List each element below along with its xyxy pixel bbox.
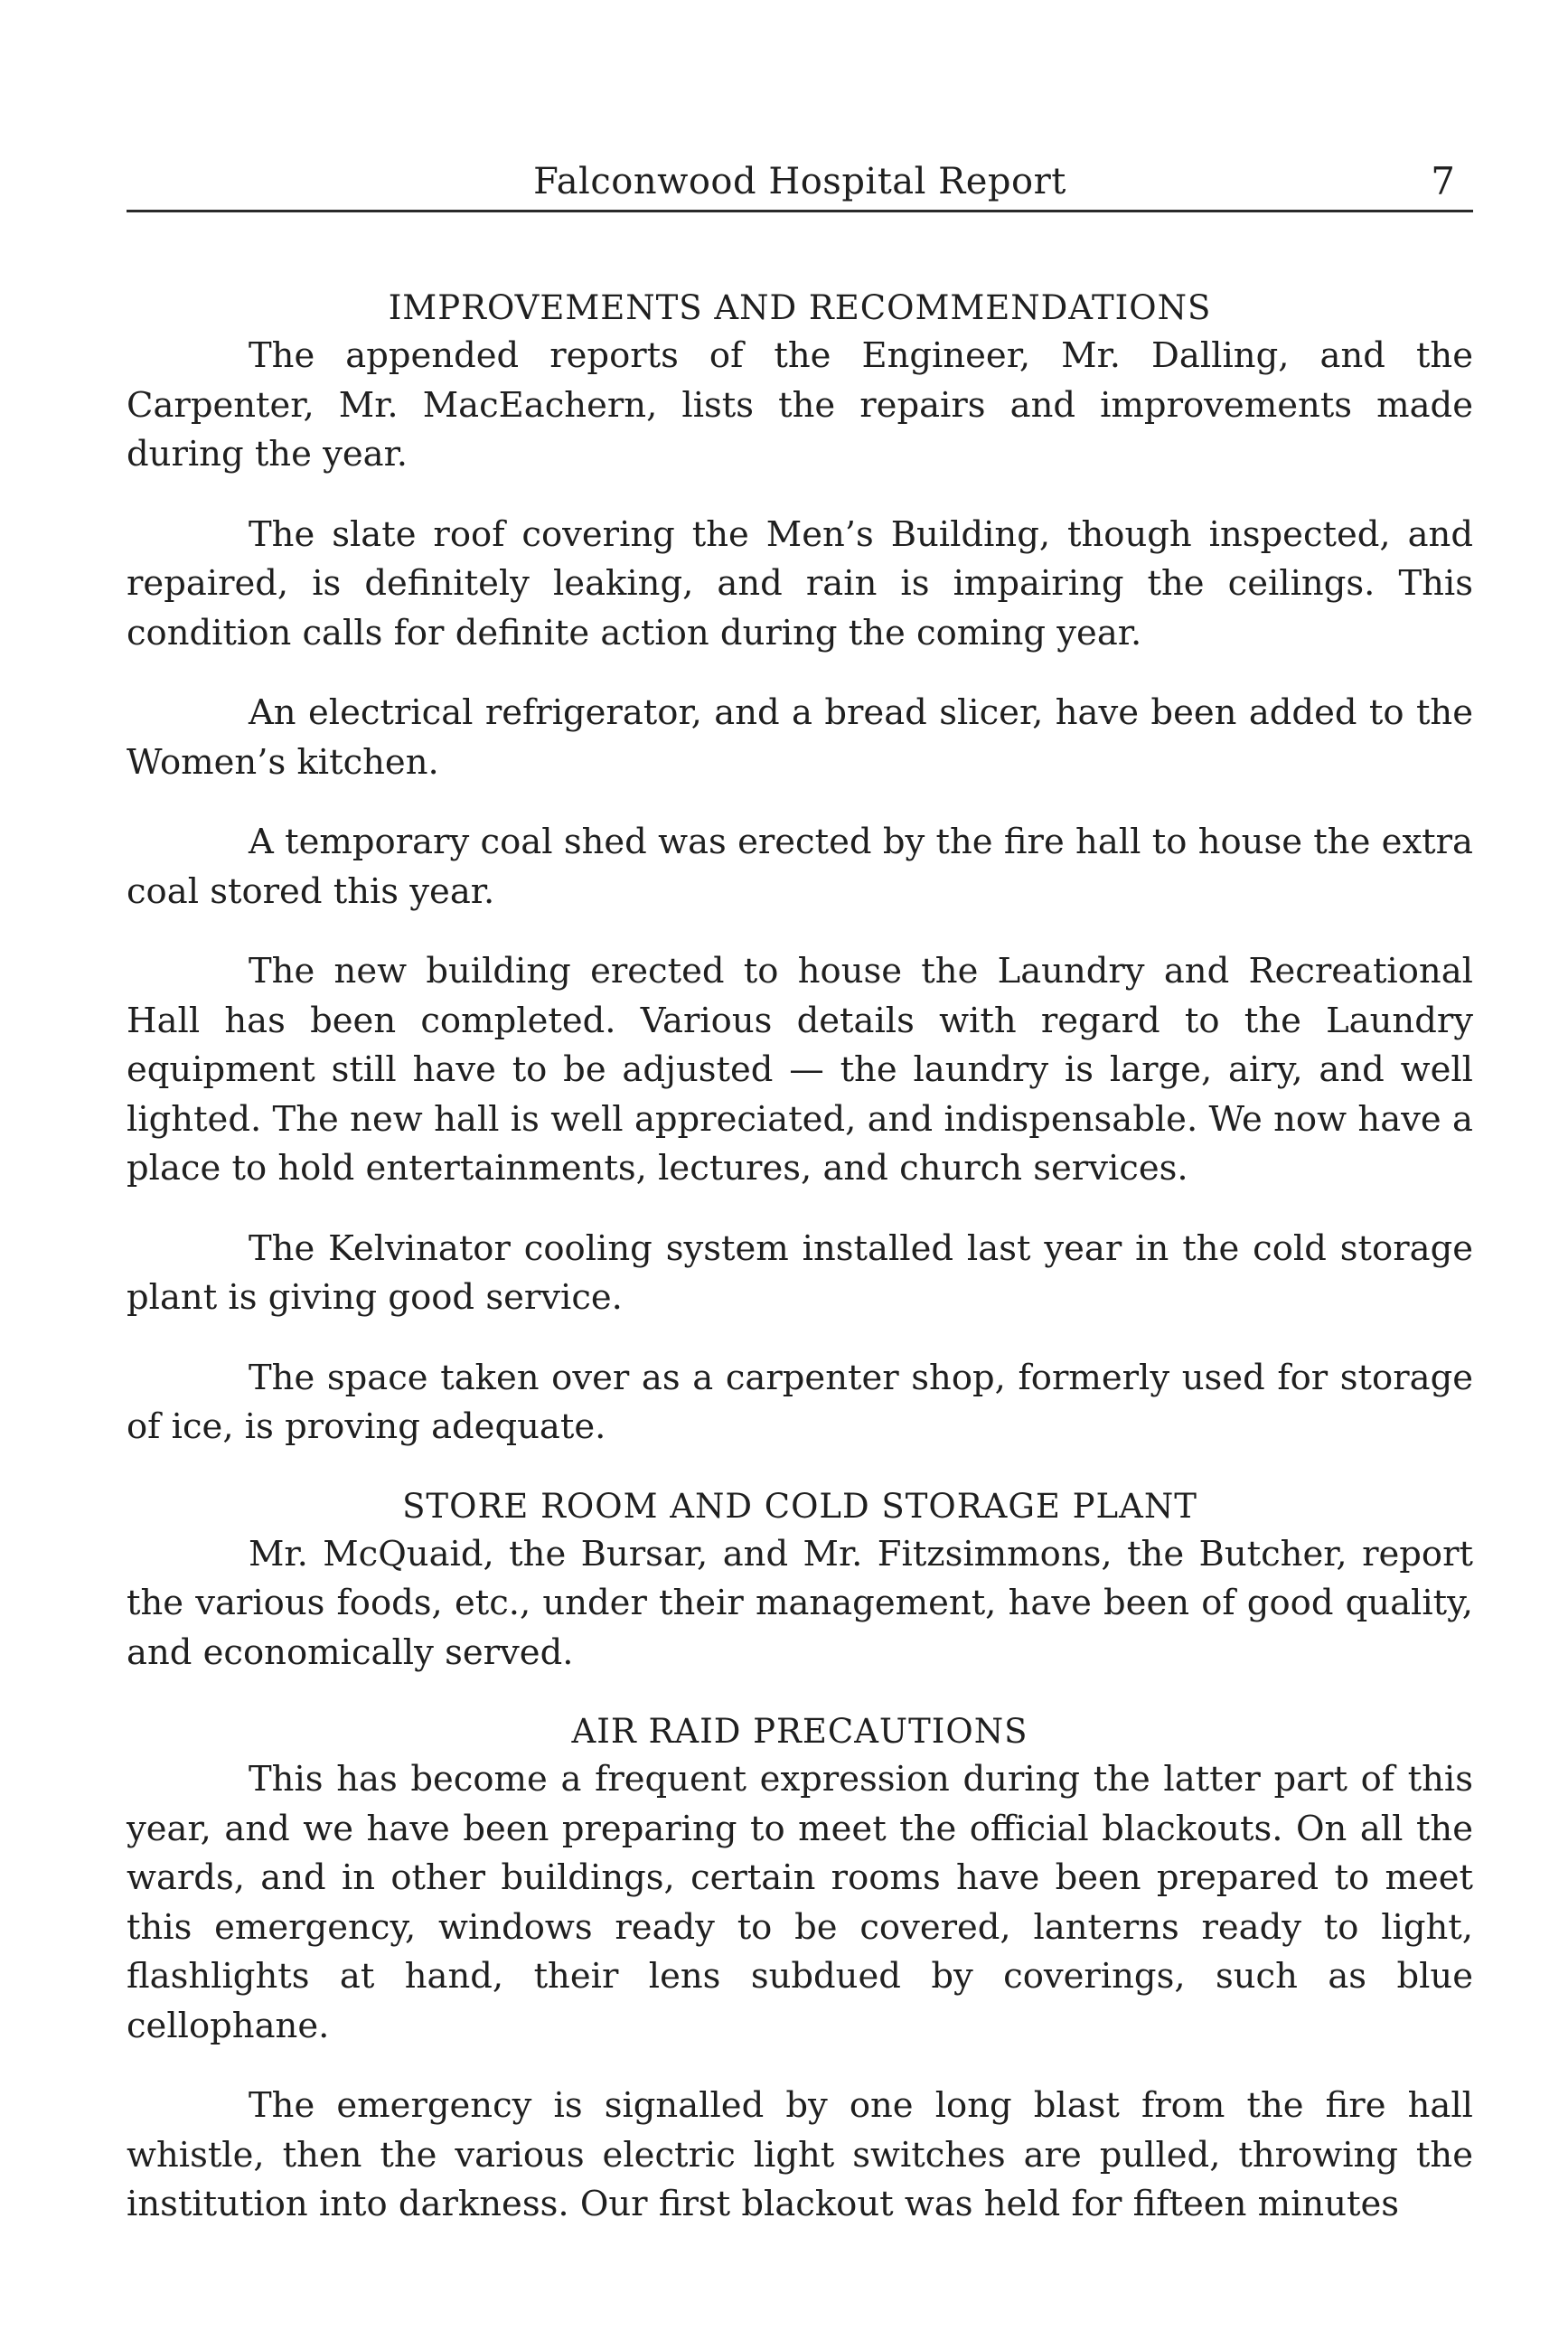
running-header — [127, 154, 1473, 212]
document-body — [127, 285, 1473, 2261]
paragraph: The space taken over as a carpenter shop, formerly used for storage of ice, is proving adequate. — [127, 1357, 1473, 1447]
section-heading-air-raid: AIR RAID PRECAUTIONS — [571, 1712, 1028, 1751]
paragraph: The slate roof covering the Men’s Building, though inspected, and repaired, is definitely leaking, and rain is impairing the ceilings. This condition calls for definite action during the coming year. — [127, 513, 1473, 653]
paragraph: An electrical refrigerator, and a bread slicer, have been added to the Women’s kitchen. — [127, 692, 1473, 783]
paragraph: A temporary coal shed was erected by the fire hall to house the extra coal stored this year. — [127, 822, 1473, 912]
paragraph: The Kelvinator cooling system installed last year in the cold storage plant is giving good service. — [127, 1227, 1473, 1318]
paragraph: The new building erected to house the Laundry and Recreational Hall has been completed. Various details with regard to the Laundry equipment still have to be adjusted — the laundry is large, airy, and well lighted. The new hall is well appreciated, and indispensable. We now have a place to hold entertainments, lectures, and church services. — [127, 951, 1473, 1189]
section-heading-store-room: STORE ROOM AND COLD STORAGE PLANT — [402, 1486, 1197, 1526]
page-number: 7 — [1431, 159, 1455, 203]
paragraph: This has become a frequent expression during the latter part of this year, and we have been preparing to meet the official blackouts. On all the wards, and in other buildings, certain rooms have been prepared to meet this emergency, windows ready to be covered, lanterns ready to light, flashlights at hand, their lens subdued by coverings, such as blue cellophane. — [127, 1759, 1473, 2046]
paragraph: The appended reports of the Engineer, Mr. Dalling, and the Carpenter, Mr. MacEachern, lists the repairs and improvements made during the year. — [127, 335, 1473, 475]
paragraph: The emergency is signalled by one long blast from the fire hall whistle, then the various electric light switches are pulled, throwing the institution into darkness. Our first blackout was held for fifteen minutes — [127, 2085, 1473, 2224]
paragraph: Mr. McQuaid, the Bursar, and Mr. Fitzsimmons, the Butcher, report the various foods, etc., under their management, have been of good quality, and economically served. — [127, 1533, 1473, 1673]
section-heading-improvements: IMPROVEMENTS AND RECOMMENDATIONS — [388, 288, 1212, 327]
header-title: Falconwood Hospital Report — [533, 161, 1066, 202]
